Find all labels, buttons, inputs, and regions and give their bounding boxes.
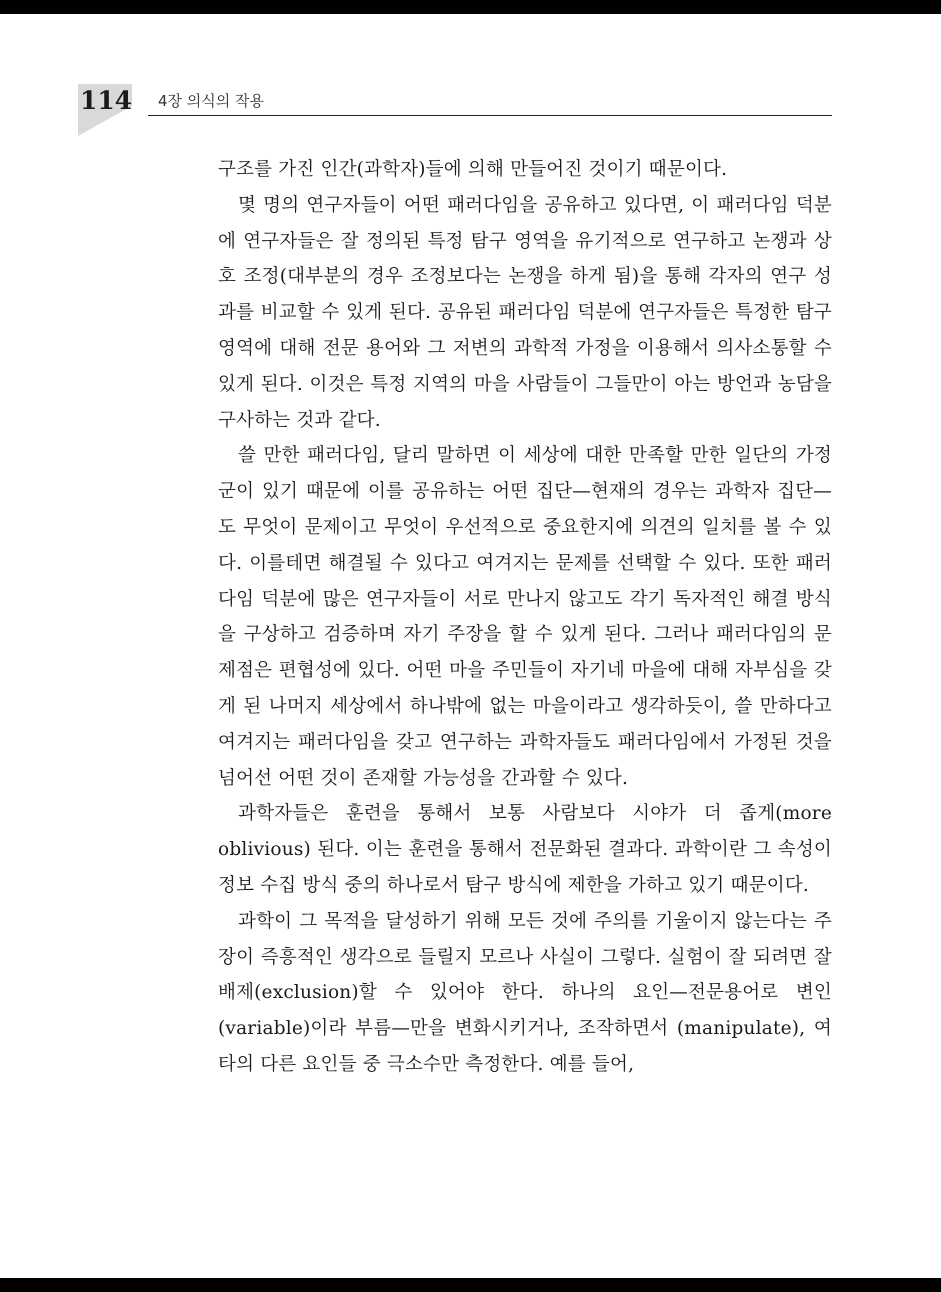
paragraph: 쓸 만한 패러다임, 달리 말하면 이 세상에 대한 만족할 만한 일단의 가정 군이 있기 때문에 이를 공유하는 어떤 집단—현재의 경우는 과학자 집단—도 무엇이 문제이고 무엇이 우선적으로 중요한지에 의견의 일치를 볼 수 있다. 이를테면 해결될 수 있다고 여겨지는 문제를 선택할 수 있다. 또한 패러다임 덕분에 많은 연구자들이 서로 만나지 않고도 각기 독자적인 해결 방식을 구상하고 검증하며 자기 주장을 할 수 있게 된다. 그러나 패러다임의 문제점은 편협성에 있다. 어떤 마을 주민들이 자기네 마을에 대해 자부심을 갖게 된 나머지 세상에서 하나밖에 없는 마을이라고 생각하듯이, 쓸 만하다고 여겨지는 패러다임을 갖고 연구하는 과학자들도 패러다임에서 가정된 것을 넘어선 어떤 것이 존재할 가능성을 간과할 수 있다. — [218, 445, 832, 789]
bottom-border-bar — [0, 1278, 941, 1292]
paragraph: 과학이 그 목적을 달성하기 위해 모든 것에 주의를 기울이지 않는다는 주장이 즉흥적인 생각으로 들릴지 모르나 사실이 그렇다. 실험이 잘 되려면 잘 배제(exclusion)할 수 있어야 한다. 하나의 요인—전문용어로 변인(variable)이라 부름—만을 변화시키거나, 조작하면서 (manipulate), 여타의 다른 요인들 중 극소수만 측정한다. 예를 들어, — [218, 910, 832, 1075]
chapter-running-header: 4장 의식의 작용 — [158, 92, 265, 110]
top-border-bar — [0, 0, 941, 14]
paragraph: 몇 명의 연구자들이 어떤 패러다임을 공유하고 있다면, 이 패러다임 덕분에 연구자들은 잘 정의된 특정 탐구 영역을 유기적으로 연구하고 논쟁과 상호 조정(대부분의 경우 조정보다는 논쟁을 하게 됨)을 통해 각자의 연구 성과를 비교할 수 있게 된다. 공유된 패러다임 덕분에 연구자들은 특정한 탐구 영역에 대해 전문 용어와 그 저변의 과학적 가정을 이용해서 의사소통할 수 있게 된다. 이것은 특정 지역의 마을 사람들이 그들만이 아는 방언과 농담을 구사하는 것과 같다. — [218, 194, 832, 431]
body-text — [218, 152, 832, 1083]
header-rule — [148, 115, 832, 116]
page-number: 114 — [80, 86, 133, 115]
paragraph: 과학자들은 훈련을 통해서 보통 사람보다 시야가 더 좁게(more oblivious) 된다. 이는 훈련을 통해서 전문화된 결과다. 과학이란 그 속성이 정보 수집 방식 중의 하나로서 탐구 방식에 제한을 가하고 있기 때문이다. — [218, 803, 832, 896]
paragraph: 구조를 가진 인간(과학자)들에 의해 만들어진 것이기 때문이다. — [218, 159, 728, 180]
